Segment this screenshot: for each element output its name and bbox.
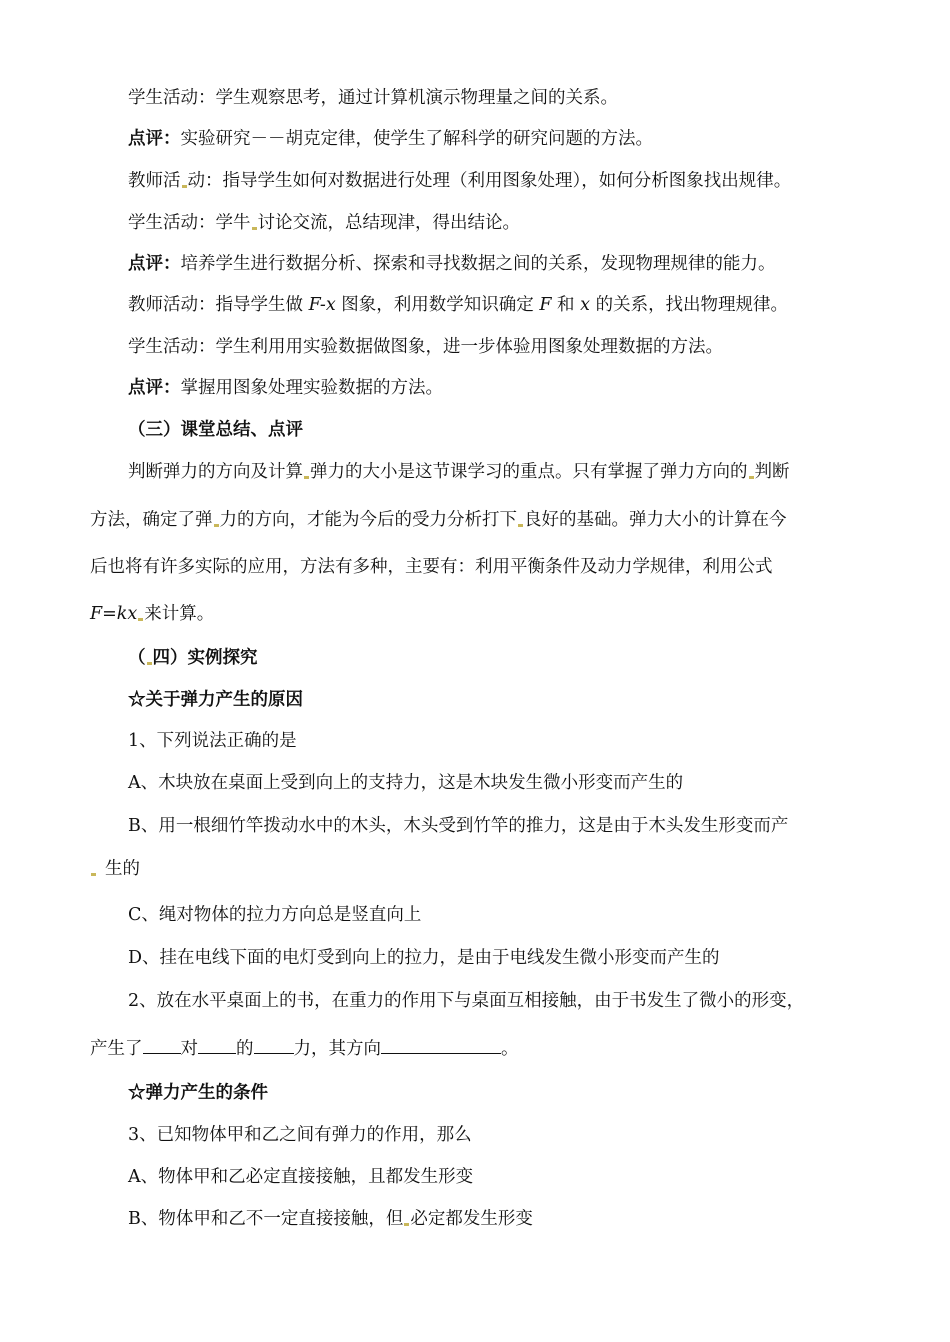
edit-mark [404, 1223, 409, 1226]
fill-blank[interactable] [381, 1038, 501, 1054]
activity-text: 的关系，找出物理规律。 [590, 295, 789, 315]
question-text: 产生了 [90, 1039, 143, 1059]
question-text: 的 [236, 1039, 254, 1059]
fill-blank[interactable] [254, 1038, 294, 1054]
text-line [128, 252, 776, 276]
paragraph-text: 来计算。 [144, 604, 215, 624]
paragraph-text: 力的方向，才能为今后的受力分析打下 [219, 510, 517, 530]
paragraph-line: 后也将有许多实际的应用，方法有多种，主要有：利用平衡条件及动力学规律，利用公式 [90, 557, 773, 577]
option-continued [90, 857, 140, 881]
edit-mark [304, 476, 309, 479]
text-line [128, 293, 788, 317]
text-line [128, 86, 618, 110]
comment-label: 点评： [128, 254, 181, 274]
edit-mark [147, 662, 152, 665]
comment-label: 点评： [128, 378, 181, 398]
option: D、挂在电线下面的电灯受到向上的拉力，是由于电线发生微小形变而产生的 [128, 948, 720, 968]
text-line: 学生活动：学生利用用实验数据做图象，进一步体验用图象处理数据的方法。 [128, 337, 723, 357]
paragraph-text: 判断 [754, 462, 790, 482]
subsection-heading: ☆弹力产生的条件 [128, 1083, 268, 1103]
option: B、用一根细竹竿拨动水中的木头，木头受到竹竿的推力，这是由于木头发生形变而产 [128, 816, 789, 836]
edit-mark [182, 185, 187, 188]
paragraph-text: 良好的基础。弹力大小的计算在今 [524, 510, 787, 530]
activity-label: 学生活动： [128, 88, 216, 108]
text-line [128, 376, 443, 400]
paragraph-line [90, 508, 787, 532]
heading-text: 四）实例探究 [152, 648, 258, 668]
edit-mark [138, 618, 143, 621]
question: 1、下列说法正确的是 [128, 731, 297, 751]
activity-text: 教师活动：指导学生做 [128, 295, 309, 315]
paragraph-line [90, 602, 214, 626]
edit-mark [749, 476, 754, 479]
paragraph-line [128, 460, 790, 484]
fill-blank[interactable] [143, 1038, 181, 1054]
activity-text: 图象，利用数学知识确定 [335, 295, 540, 315]
text-line [128, 211, 520, 235]
formula-var: x [580, 295, 590, 315]
heading-text: （ [128, 648, 146, 668]
question-text: 对 [180, 1039, 198, 1059]
option: A、木块放在桌面上受到向上的支持力，这是木块发生微小形变而产生的 [128, 773, 684, 793]
formula: F=kx [90, 604, 138, 624]
question-text: 。 [501, 1039, 519, 1059]
comment-label: 点评： [128, 129, 181, 149]
activity-text: 动：指导学生如何对数据进行处理（利用图象处理），如何分析图象找出规律。 [187, 171, 792, 191]
activity-text: 学生观察思考，通过计算机演示物理量之间的关系。 [215, 88, 618, 108]
question: 3、已知物体甲和乙之间有弹力的作用，那么 [128, 1125, 472, 1145]
option [128, 1207, 533, 1231]
text-line [128, 127, 653, 151]
fill-blank[interactable] [198, 1038, 236, 1054]
option: A、物体甲和乙必定直接接触，且都发生形变 [128, 1167, 474, 1187]
comment-text: 实验研究－－胡克定律，使学生了解科学的研究问题的方法。 [180, 129, 653, 149]
option-text: 生的 [105, 859, 140, 879]
paragraph-text: 方法，确定了弹 [90, 510, 213, 530]
text-line [128, 169, 791, 193]
activity-text: 和 [551, 295, 581, 315]
edit-mark [214, 524, 219, 527]
formula-var: F-x [308, 295, 336, 315]
activity-text: 学生活动：学牛 [128, 213, 251, 233]
formula-var: F [539, 295, 552, 315]
activity-text: 讨论交流，总结现津，得出结论。 [257, 213, 520, 233]
section-heading [128, 646, 258, 670]
question: 2、放在水平桌面上的书，在重力的作用下与桌面互相接触，由于书发生了微小的形变， [128, 991, 805, 1011]
paragraph-text: 判断弹力的方向及计算 [128, 462, 303, 482]
comment-text: 掌握用图象处理实验数据的方法。 [180, 378, 443, 398]
activity-text: 教师活 [128, 171, 181, 191]
edit-mark [518, 524, 523, 527]
edit-mark [252, 227, 257, 230]
option: C、绳对物体的拉力方向总是竖直向上 [128, 905, 422, 925]
question-text: 力，其方向 [293, 1039, 381, 1059]
question-continued [90, 1037, 519, 1061]
subsection-heading: ☆关于弹力产生的原因 [128, 690, 303, 710]
comment-text: 培养学生进行数据分析、探索和寻找数据之间的关系，发现物理规律的能力。 [180, 254, 776, 274]
option-text: 必定都发生形变 [410, 1209, 533, 1229]
option-text: B、物体甲和乙不一定直接接触，但 [128, 1209, 404, 1229]
section-heading: （三）课堂总结、点评 [128, 420, 303, 440]
edit-mark [91, 873, 96, 876]
paragraph-text: 弹力的大小是这节课学习的重点。只有掌握了弹力方向的 [310, 462, 748, 482]
